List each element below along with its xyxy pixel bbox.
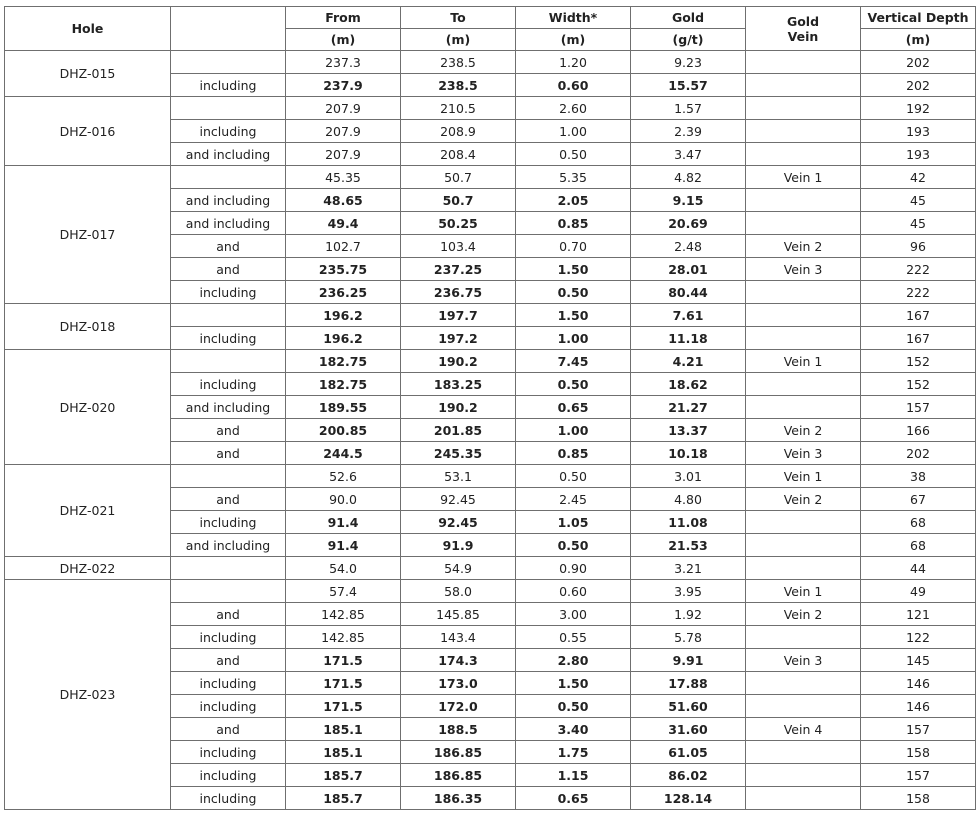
vein-cell [746,281,861,304]
vein-cell [746,189,861,212]
width-cell: 2.05 [516,189,631,212]
width-cell: 0.50 [516,281,631,304]
depth-cell: 193 [861,143,976,166]
gold-cell: 20.69 [631,212,746,235]
from-cell: 182.75 [286,373,401,396]
qualifier-cell: including [171,787,286,810]
qualifier-cell: and [171,235,286,258]
gold-cell: 3.01 [631,465,746,488]
to-cell: 91.9 [401,534,516,557]
to-cell: 53.1 [401,465,516,488]
width-cell: 5.35 [516,166,631,189]
table-row [5,97,976,120]
qualifier-cell [171,350,286,373]
gold-cell: 4.80 [631,488,746,511]
table-row [5,51,976,74]
gold-cell: 21.27 [631,396,746,419]
qualifier-cell: and including [171,189,286,212]
to-cell: 54.9 [401,557,516,580]
gold-cell: 11.08 [631,511,746,534]
hole-id-cell: DHZ-016 [5,97,171,166]
hole-id-cell: DHZ-020 [5,350,171,465]
vein-cell: Vein 3 [746,442,861,465]
to-cell: 143.4 [401,626,516,649]
depth-cell: 202 [861,51,976,74]
to-cell: 172.0 [401,695,516,718]
header-qualifier [171,7,286,51]
vein-cell [746,327,861,350]
from-cell: 171.5 [286,695,401,718]
width-cell: 0.85 [516,442,631,465]
qualifier-cell: and [171,258,286,281]
gold-cell: 4.21 [631,350,746,373]
width-cell: 0.60 [516,74,631,97]
vein-cell [746,74,861,97]
depth-cell: 122 [861,626,976,649]
qualifier-cell [171,304,286,327]
from-cell: 244.5 [286,442,401,465]
from-cell: 196.2 [286,327,401,350]
qualifier-cell: and including [171,396,286,419]
width-cell: 0.50 [516,143,631,166]
qualifier-cell: including [171,373,286,396]
assay-table-container [4,6,976,810]
depth-cell: 152 [861,350,976,373]
gold-cell: 15.57 [631,74,746,97]
to-cell: 183.25 [401,373,516,396]
table-row [5,166,976,189]
gold-cell: 1.92 [631,603,746,626]
vein-cell: Vein 4 [746,718,861,741]
depth-cell: 44 [861,557,976,580]
from-cell: 185.7 [286,764,401,787]
depth-cell: 38 [861,465,976,488]
table-row [5,580,976,603]
qualifier-cell: and including [171,534,286,557]
depth-cell: 152 [861,373,976,396]
to-cell: 186.35 [401,787,516,810]
depth-cell: 167 [861,327,976,350]
from-cell: 189.55 [286,396,401,419]
width-cell: 1.50 [516,672,631,695]
from-cell: 49.4 [286,212,401,235]
depth-cell: 167 [861,304,976,327]
to-cell: 245.35 [401,442,516,465]
width-cell: 0.85 [516,212,631,235]
gold-cell: 3.21 [631,557,746,580]
width-cell: 0.65 [516,396,631,419]
header-to: To [401,7,516,29]
gold-cell: 10.18 [631,442,746,465]
qualifier-cell [171,166,286,189]
from-cell: 54.0 [286,557,401,580]
gold-cell: 7.61 [631,304,746,327]
depth-cell: 145 [861,649,976,672]
width-cell: 1.00 [516,419,631,442]
qualifier-cell [171,51,286,74]
to-cell: 50.25 [401,212,516,235]
width-cell: 1.00 [516,327,631,350]
to-cell: 103.4 [401,235,516,258]
to-cell: 190.2 [401,396,516,419]
gold-cell: 31.60 [631,718,746,741]
depth-cell: 42 [861,166,976,189]
gold-cell: 61.05 [631,741,746,764]
from-cell: 237.3 [286,51,401,74]
header-from: From [286,7,401,29]
vein-cell [746,741,861,764]
width-cell: 1.05 [516,511,631,534]
gold-cell: 2.48 [631,235,746,258]
gold-cell: 21.53 [631,534,746,557]
gold-cell: 11.18 [631,327,746,350]
width-cell: 2.80 [516,649,631,672]
width-cell: 0.55 [516,626,631,649]
vein-cell [746,304,861,327]
header-to-unit: (m) [401,29,516,51]
qualifier-cell: and [171,442,286,465]
qualifier-cell [171,580,286,603]
width-cell: 0.65 [516,787,631,810]
depth-cell: 202 [861,74,976,97]
hole-id-cell: DHZ-018 [5,304,171,350]
from-cell: 91.4 [286,534,401,557]
from-cell: 236.25 [286,281,401,304]
qualifier-cell: and [171,649,286,672]
vein-cell: Vein 3 [746,649,861,672]
vein-cell [746,534,861,557]
vein-cell: Vein 1 [746,465,861,488]
depth-cell: 157 [861,718,976,741]
to-cell: 208.4 [401,143,516,166]
width-cell: 1.20 [516,51,631,74]
vein-cell [746,51,861,74]
gold-cell: 9.91 [631,649,746,672]
to-cell: 50.7 [401,166,516,189]
vein-cell [746,373,861,396]
gold-cell: 5.78 [631,626,746,649]
to-cell: 236.75 [401,281,516,304]
vein-cell: Vein 2 [746,488,861,511]
qualifier-cell: and [171,718,286,741]
from-cell: 185.1 [286,718,401,741]
depth-cell: 192 [861,97,976,120]
gold-cell: 18.62 [631,373,746,396]
vein-cell [746,626,861,649]
hole-id-cell: DHZ-021 [5,465,171,557]
depth-cell: 157 [861,764,976,787]
from-cell: 52.6 [286,465,401,488]
vein-cell: Vein 1 [746,166,861,189]
width-cell: 2.45 [516,488,631,511]
gold-cell: 9.23 [631,51,746,74]
header-gold-vein [746,7,861,51]
width-cell: 0.50 [516,373,631,396]
gold-cell: 28.01 [631,258,746,281]
to-cell: 186.85 [401,764,516,787]
qualifier-cell: and [171,419,286,442]
from-cell: 207.9 [286,120,401,143]
from-cell: 57.4 [286,580,401,603]
depth-cell: 45 [861,189,976,212]
vein-cell [746,764,861,787]
gold-cell: 3.47 [631,143,746,166]
header-depth-unit: (m) [861,29,976,51]
vein-cell: Vein 1 [746,580,861,603]
qualifier-cell: and [171,603,286,626]
qualifier-cell: including [171,327,286,350]
depth-cell: 67 [861,488,976,511]
to-cell: 210.5 [401,97,516,120]
width-cell: 1.50 [516,258,631,281]
depth-cell: 45 [861,212,976,235]
header-from-unit: (m) [286,29,401,51]
from-cell: 102.7 [286,235,401,258]
header-gold-vein-line2: Vein [787,28,819,44]
to-cell: 190.2 [401,350,516,373]
qualifier-cell [171,97,286,120]
header-vertical-depth: Vertical Depth [861,7,976,29]
from-cell: 235.75 [286,258,401,281]
vein-cell [746,212,861,235]
from-cell: 182.75 [286,350,401,373]
width-cell: 3.00 [516,603,631,626]
to-cell: 197.7 [401,304,516,327]
table-row [5,304,976,327]
depth-cell: 202 [861,442,976,465]
width-cell: 0.50 [516,534,631,557]
qualifier-cell: and [171,488,286,511]
from-cell: 91.4 [286,511,401,534]
from-cell: 171.5 [286,649,401,672]
vein-cell [746,143,861,166]
table-row [5,557,976,580]
header-hole: Hole [5,7,171,51]
depth-cell: 157 [861,396,976,419]
hole-id-cell: DHZ-017 [5,166,171,304]
width-cell: 0.90 [516,557,631,580]
depth-cell: 68 [861,534,976,557]
depth-cell: 222 [861,258,976,281]
gold-cell: 1.57 [631,97,746,120]
vein-cell [746,787,861,810]
hole-id-cell: DHZ-022 [5,557,171,580]
width-cell: 7.45 [516,350,631,373]
to-cell: 238.5 [401,51,516,74]
to-cell: 92.45 [401,488,516,511]
gold-cell: 3.95 [631,580,746,603]
gold-cell: 128.14 [631,787,746,810]
to-cell: 197.2 [401,327,516,350]
qualifier-cell: including [171,764,286,787]
table-row [5,350,976,373]
to-cell: 58.0 [401,580,516,603]
to-cell: 92.45 [401,511,516,534]
to-cell: 201.85 [401,419,516,442]
drill-results-table [4,6,976,810]
from-cell: 90.0 [286,488,401,511]
from-cell: 142.85 [286,603,401,626]
width-cell: 1.00 [516,120,631,143]
to-cell: 173.0 [401,672,516,695]
qualifier-cell: including [171,120,286,143]
qualifier-cell [171,465,286,488]
depth-cell: 158 [861,741,976,764]
gold-cell: 80.44 [631,281,746,304]
gold-cell: 2.39 [631,120,746,143]
vein-cell [746,557,861,580]
gold-cell: 9.15 [631,189,746,212]
to-cell: 145.85 [401,603,516,626]
width-cell: 3.40 [516,718,631,741]
width-cell: 1.50 [516,304,631,327]
to-cell: 237.25 [401,258,516,281]
vein-cell: Vein 2 [746,235,861,258]
width-cell: 0.70 [516,235,631,258]
from-cell: 142.85 [286,626,401,649]
vein-cell [746,672,861,695]
from-cell: 207.9 [286,97,401,120]
hole-id-cell: DHZ-015 [5,51,171,97]
table-body [5,51,976,810]
width-cell: 2.60 [516,97,631,120]
vein-cell: Vein 3 [746,258,861,281]
vein-cell [746,120,861,143]
to-cell: 238.5 [401,74,516,97]
width-cell: 0.50 [516,465,631,488]
depth-cell: 166 [861,419,976,442]
width-cell: 0.50 [516,695,631,718]
width-cell: 1.15 [516,764,631,787]
width-cell: 1.75 [516,741,631,764]
header-gold-unit: (g/t) [631,29,746,51]
header-width: Width* [516,7,631,29]
from-cell: 185.7 [286,787,401,810]
header-width-unit: (m) [516,29,631,51]
depth-cell: 158 [861,787,976,810]
table-header [5,7,976,51]
vein-cell [746,511,861,534]
table-row [5,465,976,488]
depth-cell: 193 [861,120,976,143]
gold-cell: 13.37 [631,419,746,442]
qualifier-cell: including [171,281,286,304]
to-cell: 208.9 [401,120,516,143]
gold-cell: 51.60 [631,695,746,718]
qualifier-cell: including [171,695,286,718]
gold-cell: 4.82 [631,166,746,189]
depth-cell: 68 [861,511,976,534]
to-cell: 188.5 [401,718,516,741]
to-cell: 50.7 [401,189,516,212]
qualifier-cell: and including [171,212,286,235]
depth-cell: 146 [861,695,976,718]
vein-cell: Vein 2 [746,603,861,626]
to-cell: 186.85 [401,741,516,764]
depth-cell: 49 [861,580,976,603]
depth-cell: 146 [861,672,976,695]
gold-cell: 86.02 [631,764,746,787]
depth-cell: 222 [861,281,976,304]
from-cell: 200.85 [286,419,401,442]
qualifier-cell: including [171,672,286,695]
from-cell: 48.65 [286,189,401,212]
width-cell: 0.60 [516,580,631,603]
qualifier-cell: including [171,626,286,649]
vein-cell [746,97,861,120]
gold-cell: 17.88 [631,672,746,695]
from-cell: 185.1 [286,741,401,764]
to-cell: 174.3 [401,649,516,672]
from-cell: 171.5 [286,672,401,695]
header-gold-vein-line1: Gold [786,13,820,29]
vein-cell: Vein 2 [746,419,861,442]
from-cell: 207.9 [286,143,401,166]
header-gold: Gold [631,7,746,29]
qualifier-cell [171,557,286,580]
vein-cell [746,695,861,718]
from-cell: 196.2 [286,304,401,327]
qualifier-cell: including [171,511,286,534]
depth-cell: 96 [861,235,976,258]
qualifier-cell: including [171,741,286,764]
qualifier-cell: and including [171,143,286,166]
vein-cell: Vein 1 [746,350,861,373]
hole-id-cell: DHZ-023 [5,580,171,810]
from-cell: 237.9 [286,74,401,97]
qualifier-cell: including [171,74,286,97]
from-cell: 45.35 [286,166,401,189]
depth-cell: 121 [861,603,976,626]
vein-cell [746,396,861,419]
